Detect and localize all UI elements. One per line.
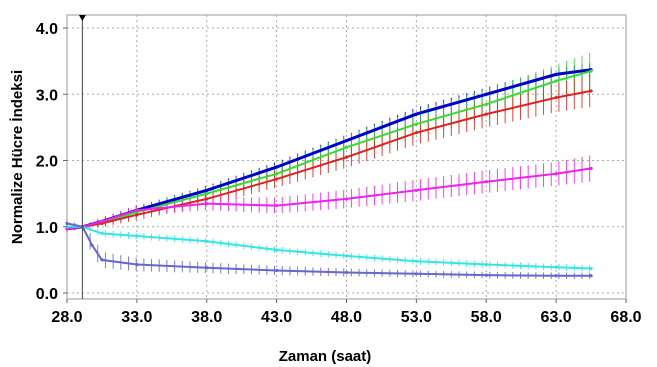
data-point	[589, 89, 592, 92]
data-point	[555, 73, 558, 76]
data-point	[345, 139, 348, 142]
data-point	[415, 122, 418, 125]
data-point	[555, 79, 558, 82]
x-tick-label: 58.0	[470, 309, 502, 326]
data-point	[275, 172, 278, 175]
data-point	[345, 146, 348, 149]
x-tick-label: 33.0	[121, 309, 153, 326]
data-point	[100, 220, 103, 223]
data-point	[415, 272, 418, 275]
data-point	[345, 156, 348, 159]
data-point	[555, 266, 558, 269]
y-tick-label: 0.0	[35, 286, 58, 303]
data-point	[345, 271, 348, 274]
x-tick-label: 43.0	[261, 309, 293, 326]
x-tick-label: 48.0	[330, 309, 363, 326]
data-point	[589, 274, 592, 277]
data-point	[485, 93, 488, 96]
data-point	[415, 131, 418, 134]
data-point	[589, 167, 592, 170]
data-point	[275, 204, 278, 207]
data-point	[555, 274, 558, 277]
data-point	[485, 263, 488, 266]
x-axis-title: Zaman (saat)	[278, 348, 372, 365]
data-point	[485, 180, 488, 183]
y-axis-title: Normalize Hücre İndeksi	[9, 69, 26, 245]
x-axis-ticks	[51, 299, 641, 326]
data-point	[275, 269, 278, 272]
data-point	[135, 209, 138, 212]
y-tick-label: 1.0	[35, 219, 58, 237]
x-tick-label: 68.0	[610, 309, 642, 326]
data-point	[205, 189, 208, 192]
data-point	[485, 103, 488, 106]
data-point	[205, 266, 208, 269]
data-point	[205, 192, 208, 195]
x-tick-label: 63.0	[540, 309, 572, 326]
data-point	[485, 274, 488, 277]
data-point	[135, 213, 138, 216]
y-axis-ticks	[36, 21, 67, 303]
data-point	[65, 222, 68, 225]
data-point	[135, 263, 138, 266]
x-tick-label: 53.0	[400, 309, 432, 326]
data-point	[91, 244, 94, 247]
data-point	[275, 166, 278, 169]
y-tick-label: 4.0	[35, 21, 58, 38]
data-point	[589, 69, 592, 72]
data-point	[589, 267, 592, 270]
data-point	[415, 189, 418, 192]
data-point	[205, 240, 208, 243]
data-point	[415, 260, 418, 263]
data-point	[205, 202, 208, 205]
data-point	[205, 197, 208, 200]
data-point	[415, 113, 418, 116]
x-tick-label: 38.0	[191, 309, 223, 326]
data-point	[100, 232, 103, 235]
data-point	[275, 248, 278, 251]
x-tick-label: 28.0	[51, 309, 83, 326]
data-point	[485, 113, 488, 116]
data-point	[555, 96, 558, 99]
y-tick-label: 3.0	[35, 87, 58, 105]
data-point	[275, 177, 278, 180]
data-point	[345, 197, 348, 200]
y-tick-label: 2.0	[35, 153, 58, 171]
data-point	[100, 258, 103, 261]
data-point	[555, 172, 558, 175]
data-point	[135, 234, 138, 237]
data-point	[345, 254, 348, 257]
